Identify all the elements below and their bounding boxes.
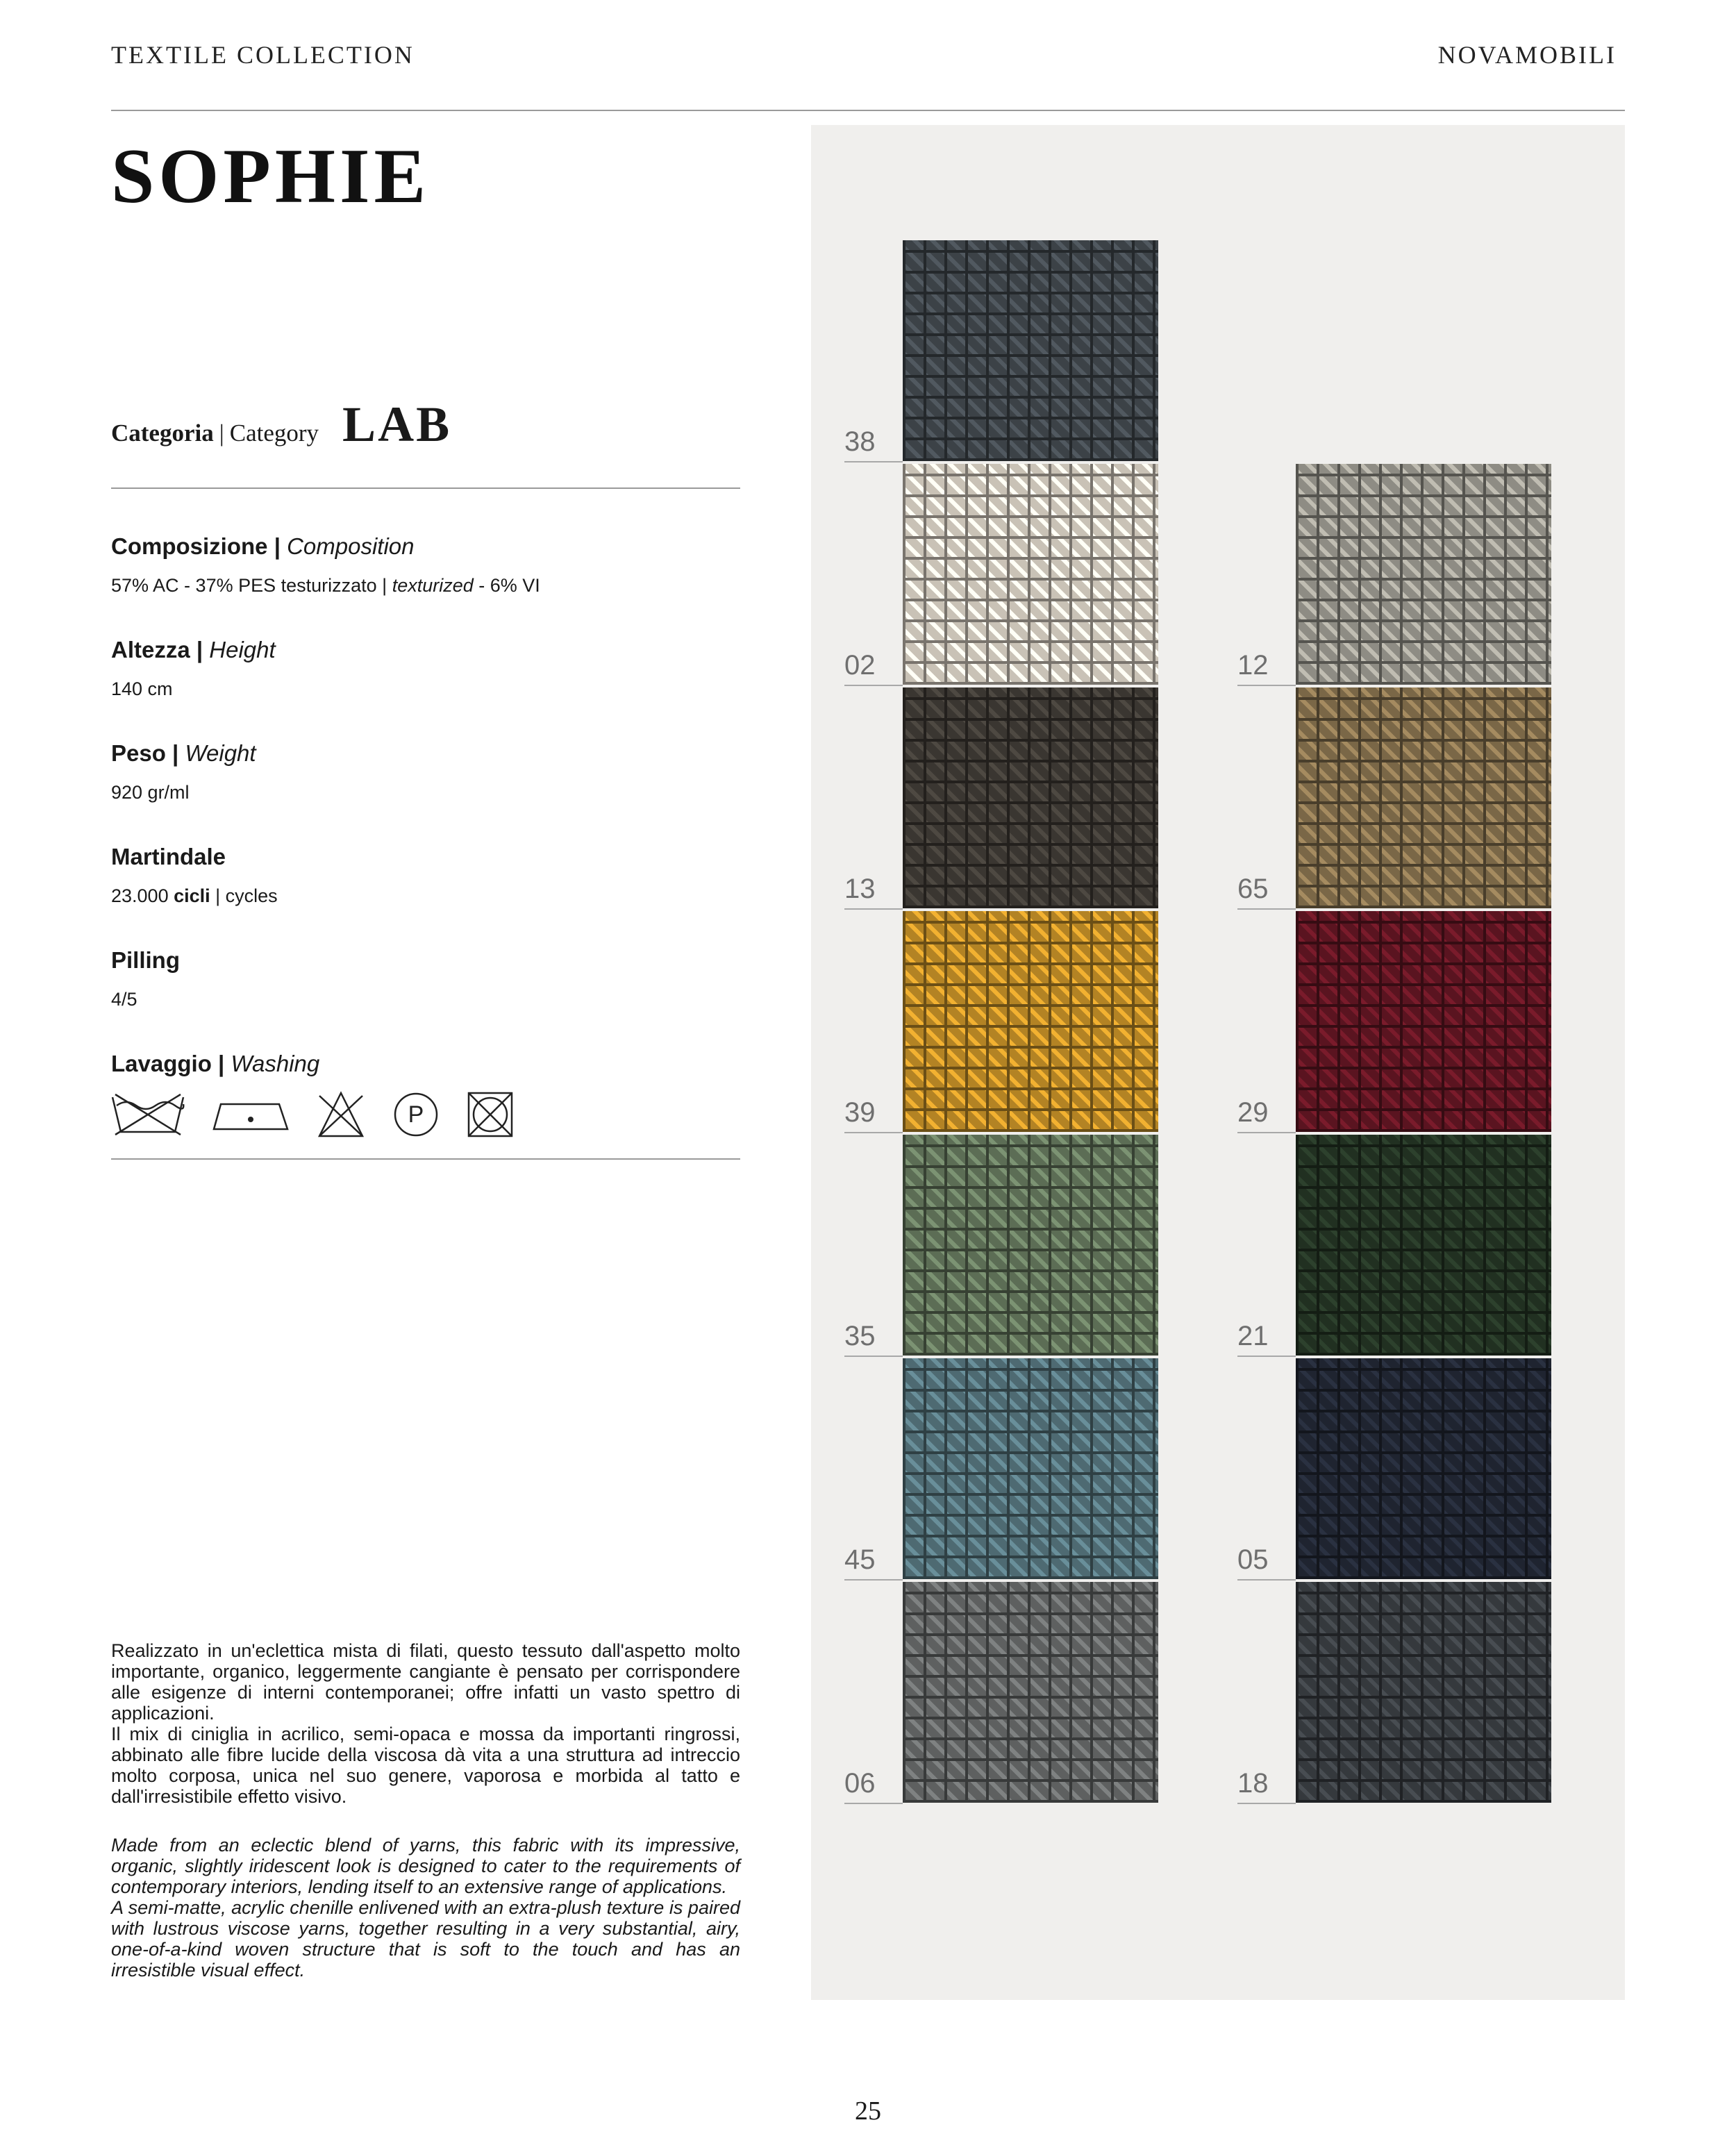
composition-label-it: Composizione [111,533,268,559]
washing-label-en: Washing [231,1051,320,1076]
category-label-it: Categoria [111,419,214,447]
fabric-swatch-05 [1296,1358,1551,1579]
pilling-block [111,947,180,1010]
swatch-code-underline [1237,1803,1296,1804]
swatch-code-underline [1237,908,1296,910]
swatch-code-35: 35 [844,1321,876,1351]
swatch-code-18: 18 [1237,1768,1269,1799]
do-not-bleach-icon [317,1090,365,1139]
composition-value: 57% AC - 37% PES testurizzato | texturized - 6% VI [111,575,540,596]
description-it-paragraph: Realizzato in un'eclettica mista di filati, questo tessuto dall'aspetto molto importante, organico, leggermente cangiante è pensato per corrispondere alle esigenze di interni contemporanei; offre infatti un vasto spettro di applicazioni. [111,1640,740,1724]
fabric-swatch-65 [1296,687,1551,908]
category-label-en: Category [229,419,319,447]
fabric-swatch-21 [1296,1135,1551,1356]
description-en-paragraph: A semi-matte, acrylic chenille enlivened with an extra-plush texture is paired with lustrous viscose yarns, together resulting in a very substantial, airy, one-of-a-kind woven structure that is soft to the touch and has an irresistible visual effect. [111,1897,740,1981]
weight-label-en: Weight [185,740,256,766]
description-it-paragraph: Il mix di ciniglia in acrilico, semi-opaca e mossa da importanti ringrossi, abbinato alle fibre lucide della viscosa dà vita a una struttura ad intreccio molto corposa, unica nel suo genere, vaporosa e morbida al tatto e dall'irresistibile effetto visivo. [111,1724,740,1807]
brand-name: NOVAMOBILI [1437,41,1617,69]
martindale-value: 23.000 cicli | cycles [111,885,278,906]
swatch-code-underline [1237,1356,1296,1357]
do-not-tumble-dry-icon [467,1091,514,1138]
height-label-en: Height [209,637,276,662]
swatch-code-underline [1237,1579,1296,1581]
fabric-swatch-12 [1296,464,1551,685]
dry-clean-p-icon [393,1092,439,1137]
martindale-block [111,844,278,907]
martindale-label: Martindale [111,844,226,869]
swatch-code-underline [844,685,903,686]
swatch-code-39: 39 [844,1097,876,1128]
page-number: 25 [855,2096,881,2126]
swatch-code-02: 02 [844,650,876,681]
swatch-code-29: 29 [1237,1097,1269,1128]
swatch-code-06: 06 [844,1768,876,1799]
fabric-swatch-06 [903,1582,1158,1803]
swatch-code-12: 12 [1237,650,1269,681]
description-italian [111,1640,740,1807]
swatch-code-65: 65 [1237,874,1269,904]
fabric-swatch-18 [1296,1582,1551,1803]
category-row [111,396,451,453]
fabric-title: SOPHIE [111,133,431,219]
swatch-code-underline [844,908,903,910]
swatch-code-underline [844,1579,903,1581]
fabric-swatch-35 [903,1135,1158,1356]
pilling-value: 4/5 [111,989,137,1010]
swatch-code-21: 21 [1237,1321,1269,1351]
composition-label-en: Composition [287,533,415,559]
pilling-label: Pilling [111,947,180,973]
header-divider [111,110,1625,111]
fabric-swatch-29 [1296,911,1551,1132]
washing-icons [111,1090,514,1139]
do-not-wash-icon [111,1092,185,1137]
swatch-code-underline [1237,685,1296,686]
weight-value: 920 gr/ml [111,782,190,803]
swatch-code-underline [844,1356,903,1357]
collection-label: TEXTILE COLLECTION [111,41,415,69]
swatch-code-05: 05 [1237,1544,1269,1575]
weight-block: Peso | Weight 920 gr/ml [111,740,256,803]
fabric-swatch-13 [903,687,1158,908]
swatch-code-38: 38 [844,426,876,457]
composition-block: Composizione | Composition 57% AC - 37% PES testurizzato | texturized - 6% VI [111,533,540,596]
fabric-swatch-39 [903,911,1158,1132]
swatch-code-underline [1237,1132,1296,1133]
description-en-paragraph: Made from an eclectic blend of yarns, this fabric with its impressive, organic, slightly iridescent look is designed to cater to the requirements of contemporary interiors, lending itself to an extensive range of applications. [111,1835,740,1897]
swatch-code-underline [844,1803,903,1804]
category-separator: | [219,419,224,447]
category-divider [111,487,740,489]
properties-divider [111,1158,740,1160]
height-block: Altezza | Height 140 cm [111,637,276,699]
fabric-swatch-45 [903,1358,1158,1579]
height-label-it: Altezza [111,637,190,662]
height-value: 140 cm [111,678,173,699]
washing-label-it: Lavaggio [111,1051,212,1076]
category-value: LAB [342,397,452,452]
fabric-swatch-38 [903,240,1158,461]
dry-clean-letter: P [408,1101,424,1128]
weight-label-it: Peso [111,740,166,766]
description-english [111,1835,740,1981]
swatch-code-underline [844,1132,903,1133]
washing-block: Lavaggio | Washing [111,1051,320,1076]
fabric-swatch-02 [903,464,1158,685]
swatch-code-13: 13 [844,874,876,904]
iron-low-icon [212,1097,289,1132]
swatch-code-underline [844,461,903,462]
swatch-code-45: 45 [844,1544,876,1575]
